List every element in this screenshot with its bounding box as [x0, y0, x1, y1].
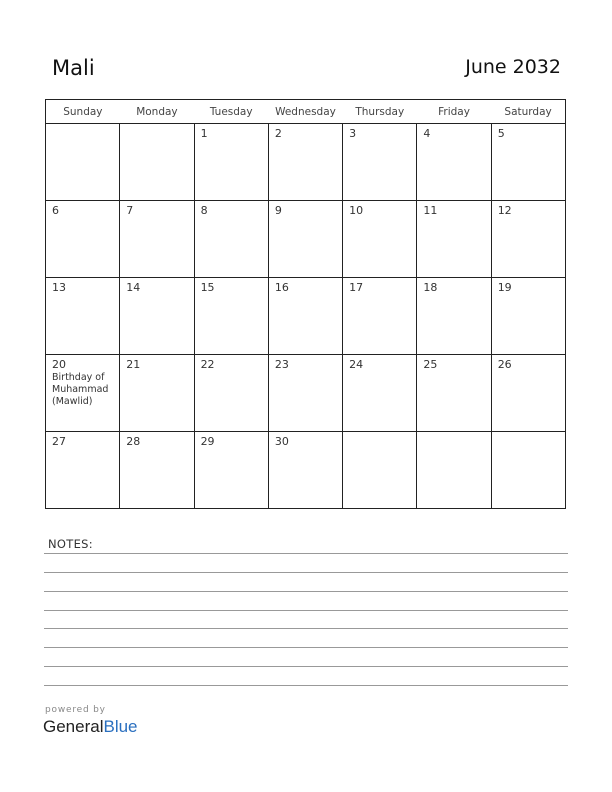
day-number: 3 — [349, 127, 357, 140]
weekday-header-row — [46, 100, 566, 124]
day-cell — [120, 124, 194, 201]
day-cell — [46, 432, 120, 509]
day-cell — [46, 355, 120, 432]
note-line — [44, 591, 568, 592]
calendar-grid — [45, 99, 566, 509]
week-row — [46, 355, 566, 432]
day-number: 7 — [126, 204, 134, 217]
day-number: 16 — [274, 281, 289, 294]
week-row — [46, 124, 566, 201]
weekday-sunday: Sunday — [46, 100, 120, 124]
holiday-label: Birthday of Muhammad (Mawlid) — [52, 372, 109, 407]
day-number: 27 — [52, 435, 66, 448]
day-cell — [491, 432, 565, 509]
day-number: 30 — [274, 435, 289, 448]
note-line — [44, 572, 568, 573]
month-year-title: June 2032 — [465, 56, 561, 78]
day-number: 6 — [52, 204, 59, 217]
day-cell — [120, 201, 194, 278]
weekday-friday: Friday — [417, 100, 491, 124]
day-cell — [120, 278, 194, 355]
day-number: 12 — [497, 204, 512, 217]
day-number: 10 — [349, 204, 364, 217]
country-title: Mali — [52, 56, 95, 80]
day-number: 26 — [497, 358, 512, 371]
week-row — [46, 432, 566, 509]
day-number: 22 — [200, 358, 215, 371]
day-cell — [194, 124, 268, 201]
day-cell — [343, 201, 417, 278]
brand-general-text: General — [43, 717, 104, 736]
day-number: 13 — [52, 281, 66, 294]
weekday-monday: Monday — [120, 100, 194, 124]
day-cell — [268, 124, 342, 201]
note-line — [44, 666, 568, 667]
day-cell — [268, 432, 342, 509]
day-number: 25 — [423, 358, 438, 371]
weekday-wednesday: Wednesday — [268, 100, 342, 124]
day-cell — [417, 432, 491, 509]
day-cell — [417, 124, 491, 201]
note-line — [44, 553, 568, 554]
day-number: 14 — [126, 281, 141, 294]
day-cell — [268, 278, 342, 355]
day-cell — [46, 124, 120, 201]
day-cell — [417, 201, 491, 278]
weekday-thursday: Thursday — [343, 100, 417, 124]
week-row — [46, 201, 566, 278]
day-number: 23 — [274, 358, 289, 371]
day-cell — [268, 201, 342, 278]
note-line — [44, 610, 568, 611]
day-cell — [268, 355, 342, 432]
note-line — [44, 628, 568, 629]
day-cell — [120, 432, 194, 509]
day-cell — [491, 278, 565, 355]
day-number: 28 — [126, 435, 141, 448]
powered-by-text: powered by — [45, 705, 106, 715]
day-cell — [194, 355, 268, 432]
day-number: 20 — [52, 358, 66, 371]
day-cell — [194, 278, 268, 355]
day-cell — [343, 278, 417, 355]
day-number: 19 — [497, 281, 512, 294]
day-cell — [417, 278, 491, 355]
day-cell — [120, 355, 194, 432]
day-cell — [343, 355, 417, 432]
day-number: 9 — [274, 204, 282, 217]
day-number: 18 — [423, 281, 438, 294]
day-number: 15 — [200, 281, 215, 294]
generalblue-logo[interactable] — [43, 717, 138, 737]
day-number: 17 — [349, 281, 364, 294]
week-row — [46, 278, 566, 355]
day-number: 11 — [423, 204, 438, 217]
brand-blue-text: Blue — [103, 717, 138, 736]
weekday-saturday: Saturday — [491, 100, 565, 124]
day-number: 5 — [497, 127, 505, 140]
day-number: 4 — [423, 127, 431, 140]
day-number: 29 — [200, 435, 215, 448]
day-cell — [46, 278, 120, 355]
weekday-tuesday: Tuesday — [194, 100, 268, 124]
day-number: 2 — [274, 127, 282, 140]
day-number: 8 — [200, 204, 208, 217]
day-cell — [491, 355, 565, 432]
day-cell — [194, 201, 268, 278]
notes-label: NOTES: — [48, 537, 93, 551]
day-number: 24 — [349, 358, 364, 371]
note-line — [44, 685, 568, 686]
day-cell — [46, 201, 120, 278]
day-cell — [194, 432, 268, 509]
day-cell — [417, 355, 491, 432]
note-line — [44, 647, 568, 648]
day-cell — [491, 201, 565, 278]
day-number: 21 — [126, 358, 141, 371]
day-cell — [343, 124, 417, 201]
day-cell — [343, 432, 417, 509]
day-cell — [491, 124, 565, 201]
day-number: 1 — [200, 127, 208, 140]
